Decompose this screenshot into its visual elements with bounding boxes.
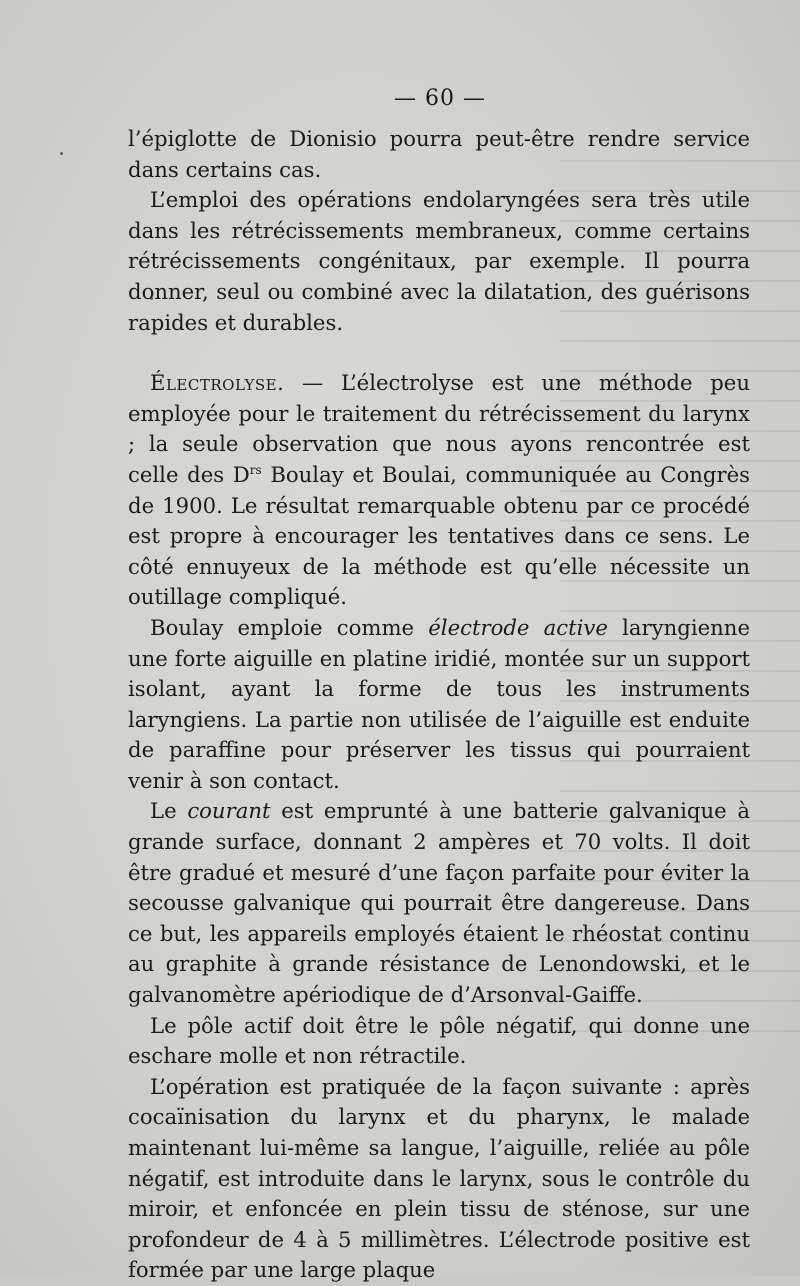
paper-speck [60, 152, 63, 155]
italic-term: courant [187, 798, 271, 824]
page-number: — 60 — [394, 86, 486, 111]
paragraph [128, 613, 750, 797]
paragraph-text: laryngienne une forte aiguille en platine iridié, montée sur un support isolant, ayant la forme de tous les instruments laryngiens. La partie non utilisée de l’aiguille est enduite de paraffine pour préserver les tissus qui pourraient venir à son contact. [128, 614, 750, 793]
paragraph: Le pôle actif doit être le pôle négatif, qui donne une eschare molle et non rétractile. [128, 1012, 750, 1069]
italic-term: électrode active [428, 614, 608, 640]
paragraph-text: Boulay et Boulai, communiquée au Congrès de 1900. Le résultat remarquable obtenu par ce procédé est propre à encourager les tentatives dans ce sens. Le côté ennuyeux de la méthode est qu’elle nécessite un outillage compliqué. [128, 461, 750, 610]
body-text [128, 124, 750, 1286]
paragraph-text: Boulay emploie comme [150, 614, 429, 640]
paragraph [128, 796, 750, 1010]
section-heading: Électrolyse. [150, 370, 285, 396]
superscript: rs [249, 462, 262, 477]
paragraph-electrolyse [128, 368, 750, 613]
paragraph: L’emploi des opérations endolaryngées sera très utile dans les rétrécissements membraneux, comme certains rétrécissements congénitaux, par exemple. Il pourra donner, seul ou combiné avec la dilatation, des guérisons rapides et durables. [128, 187, 750, 335]
paragraph-text: est emprunté à une batterie galvanique à grande surface, donnant 2 ampères et 70 volts. Il doit être gradué et mesuré d’une façon parfaite pour éviter la secousse galvanique qui pourrait être dangereuse. Dans ce but, les appareils employés étaient le rhéostat continu au graphite à grande résistance de Lenondowski, et le galvanomètre apériodique de d’Arsonval-Gaiffe. [128, 798, 751, 1008]
paragraph-text: — L’électrolyse est une méthode peu employée pour le traitement du rétrécissement du larynx ; la seule observation que nous ayons rencontrée est celle des D [128, 370, 750, 487]
paragraph: l’épiglotte de Dionisio pourra peut-être rendre service dans certains cas. [128, 126, 750, 182]
paragraph-text: Le [150, 798, 188, 824]
paragraph: L’opération est pratiquée de la façon suivante : après cocaïnisation du larynx et du pharynx, le malade maintenant lui-même sa langue, l’aiguille, reliée au pôle négatif, est introduite dans le larynx, sous le contrôle du miroir, et enfoncée en plein tissu de sténose, sur une profondeur de 4 à 5 millimètres. L’électrode positive est formée par une large plaque [128, 1073, 750, 1283]
